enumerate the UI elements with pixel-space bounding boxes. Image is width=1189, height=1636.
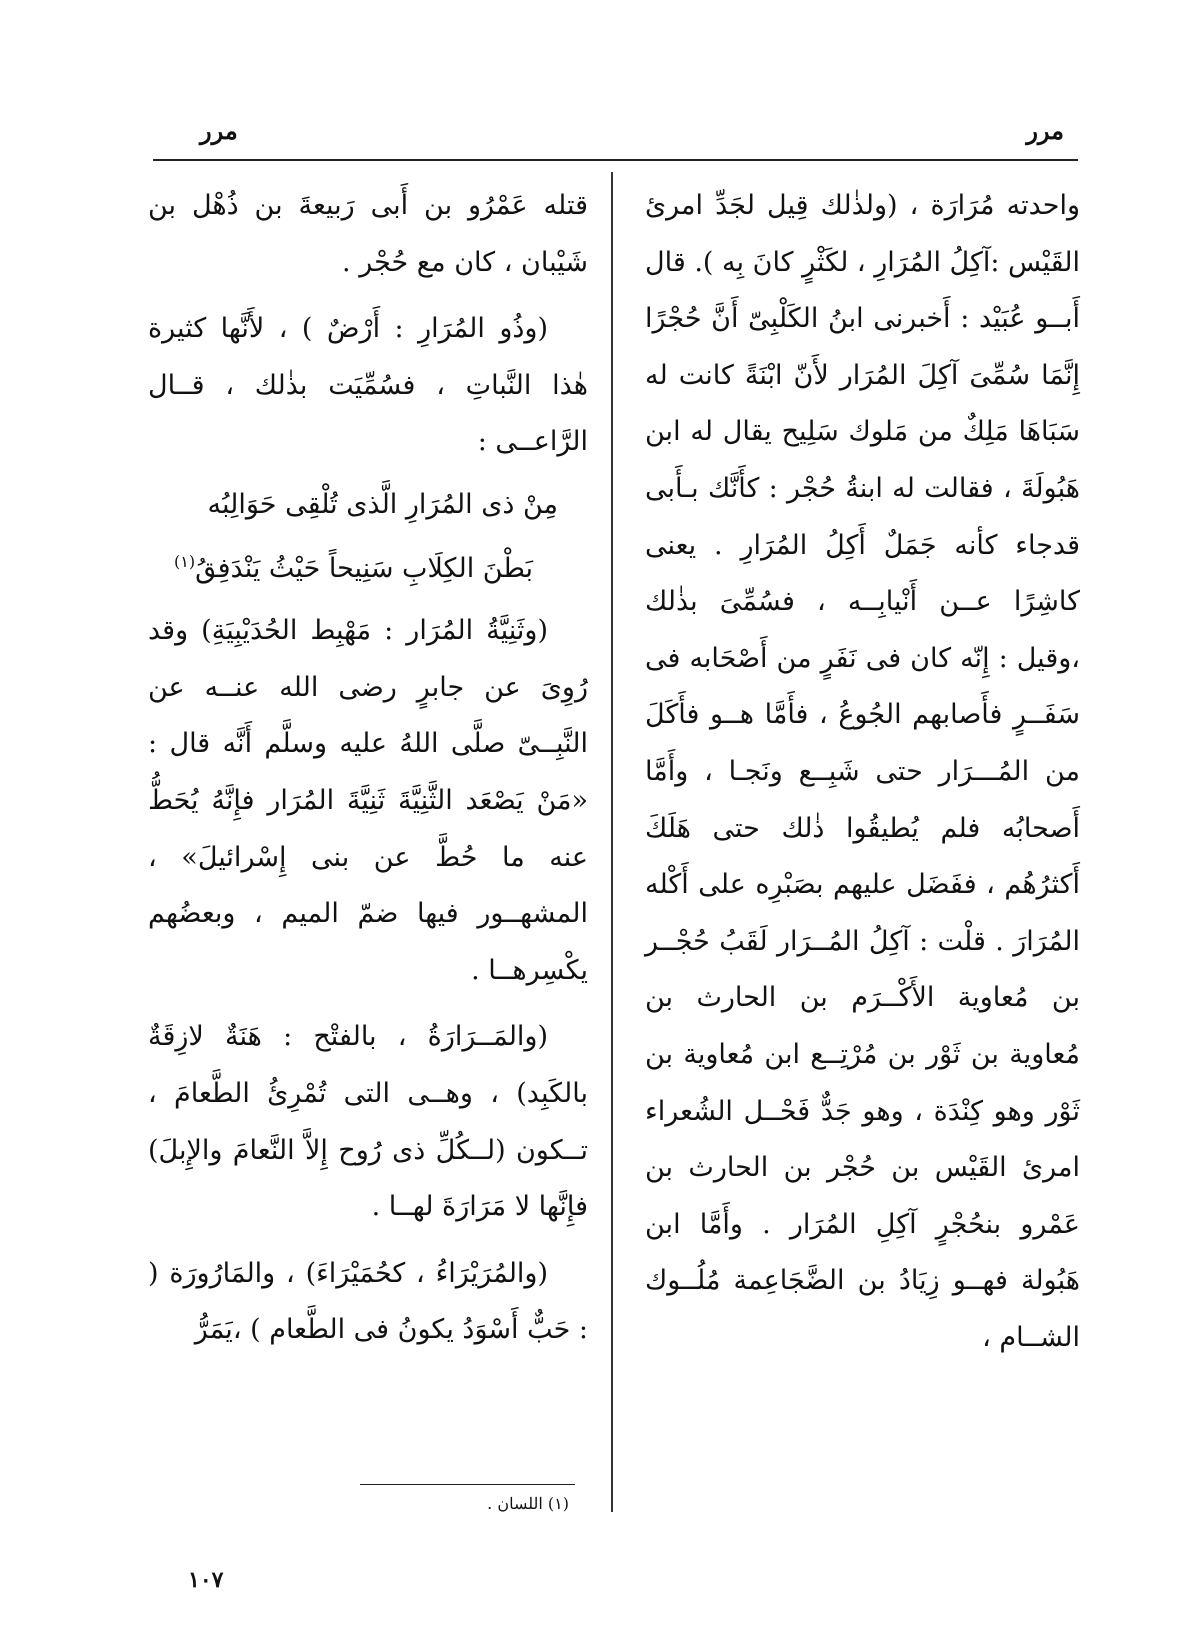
left-column	[148, 178, 588, 1359]
running-header-right: مرر	[1026, 116, 1064, 145]
column-divider	[611, 172, 613, 1512]
running-header-left: مرر	[200, 116, 238, 145]
left-column-paragraph-2: (وذُو المُرَارِ : أَرْضٌ ) ، لأَنَّها كثيرة هٰذا النَّباتِ ، فسُمِّيَت بذٰلك ، قــال الرَّاعــى :	[148, 313, 588, 458]
right-column-paragraph: واحدته مُرَارَة ، (ولذٰلك قِيل لجَدِّ امرئ القَيْس :آكِلُ المُرَارِ ، لكَثْرٍ كانَ بِه ). قال أَبــو عُبَيْد : أَخبرنى ابنُ الكَلْبِىّ أَنَّ حُجْرًا إِنَّمَا سُمِّىَ آكِلَ المُرَار لأَنّ ابْنَةً كانت له سَبَاهَا مَلِكٌ من مَلوك سَلِيح يقال له ابن هَبُولَةَ ، فقالت له ابنةُ حُجْر : كأَنَّك بـأَبى قدجاء كأنه جَمَلٌ أَكِلُ المُرَارِ . يعنى كاشِرًا عــن أَنْيابِــه ، فسُمِّىَ بذٰلك ،وقيل : إِنّه كان فى نَفَرٍ من أَصْحَابه فى سَفَــرٍ فأَصابهم الجُوعُ ، فأَمَّا هــو فأَكَلَ من المُـــرَار حتى شَبِــع ونَجـا ، وأَمَّا أَصحابُه فلم يُطيقُوا ذٰلك حتى هَلَكَ أَكثرُهُم ، ففَضَل عليهم بصَبْرِه على أَكْله المُرَارَ . قلْت : آكِلُ المُــرَار لَقَبُ حُجْــر بن مُعاوية الأَكْــرَم بن الحارث بن مُعاوية بن ثَوْر بن مُرْتِــع ابن مُعاوية بن ثَوْر وهو كِنْدَة ، وهو جَدٌّ فَحْــل الشُعراء امرئ القَيْس بن حُجْر بن الحارث بن عَمْرو بنحُجْرٍ آكِلِ المُرَار . وأَمَّا ابن هَبُولة فهــو زِيَادُ بن الضَّجَاعِمة مُلُــوك الشــام ،	[645, 190, 1080, 1353]
verse-line-2-wrapper	[158, 534, 558, 598]
footnote-marker: (١)	[174, 551, 196, 571]
verse-line-2: بَطْنَ الكِلَابِ سَنِيحاً حَيْثُ يَنْدَفِقُ	[195, 552, 533, 584]
page-number: ١٠٧	[188, 1567, 224, 1593]
header-rule	[153, 159, 1078, 161]
footnote: (١) اللسان .	[487, 1494, 569, 1513]
poetry-verse	[148, 477, 588, 597]
verse-line-1: مِنْ ذى المُرَارِ الَّذى تُلْقِى حَوَالِبُه	[207, 488, 558, 520]
left-column-paragraph-3: (وثَنِيَّةُ المُرَار : مَهْبِط الحُدَيْبِيَةِ) وقد رُوِىَ عن جابرٍ رضى الله عنــه عن النَّبِــىّ صلَّى اللهُ عليه وسلَّم أَنَّه قال : «مَنْ يَصْعَد الثَّنِيَّةَ ثَنِيَّةَ المُرَار فإِنَّهُ يُحَطُّ عنه ما حُطَّ عن بنى إِسْرائيلَ» ، المشهــور فيها ضمّ الميم ، وبعضُهم يكْسِرهــا .	[148, 615, 588, 986]
left-column-paragraph-5: (والمُرَيْرَاءُ ، كحُمَيْرَاءَ) ، والمَارُورَة ( : حَبٌّ أَسْوَدُ يكونُ فى الطَّعام ) ،يَمَرُّ	[148, 1257, 588, 1346]
left-column-paragraph-1: قتله عَمْرُو بن أَبى رَبيعةَ بن ذُهْل بن شَيْبان ، كان مع حُجْر .	[148, 190, 588, 278]
right-column	[645, 178, 1080, 1366]
footnote-rule	[360, 1484, 575, 1485]
left-column-paragraph-4: (والمَــرَارَةُ ، بالفتْح : هَنَةٌ لازِقَةٌ بالكَبِد) ، وهــى التى تُمْرِئُ الطَّعامَ ، تــكون (لــكُلِّ ذى رُوح إِلاَّ النَّعامَ والإِبلَ) فإِنَّها لا مَرَارَةَ لهــا .	[148, 1021, 588, 1223]
